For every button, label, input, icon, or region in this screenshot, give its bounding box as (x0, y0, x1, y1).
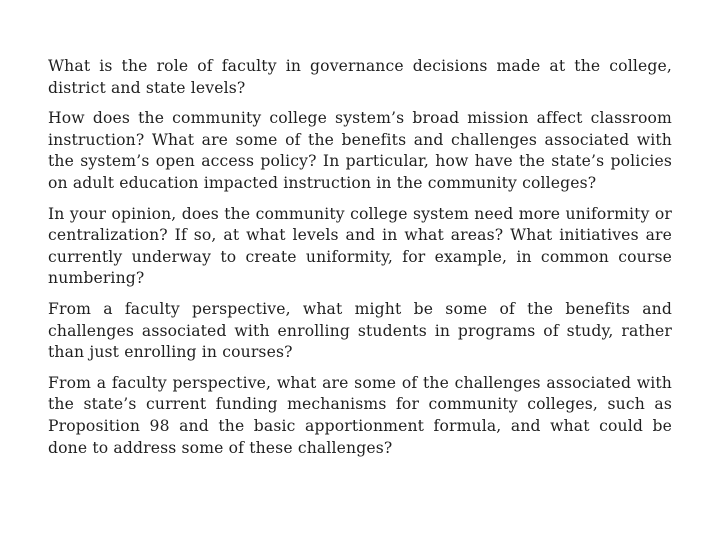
question-5: From a faculty perspective, what are some of the challenges associated with the state’s current funding mechanisms for community colleges, such as Proposition 98 and the basic apportionment formula, and what could be done to address some of these challenges? (48, 373, 672, 457)
question-4: From a faculty perspective, what might be some of the benefits and challenges associated with enrolling students in programs of study, rather than just enrolling in courses? (48, 299, 672, 362)
question-2: How does the community college system’s broad mission affect classroom instruction? What are some of the benefits and challenges associated with the system’s open access policy? In particular, how have the state’s policies on adult education impacted instruction in the community colleges? (48, 109, 672, 192)
question-3: In your opinion, does the community college system need more uniformity or centralization? If so, at what levels and in what areas? What initiatives are currently underway to create uniformity, for example, in common course numbering? (48, 204, 672, 288)
question-list (48, 56, 672, 468)
question-1: What is the role of faculty in governance decisions made at the college, district and state levels? (48, 57, 672, 97)
